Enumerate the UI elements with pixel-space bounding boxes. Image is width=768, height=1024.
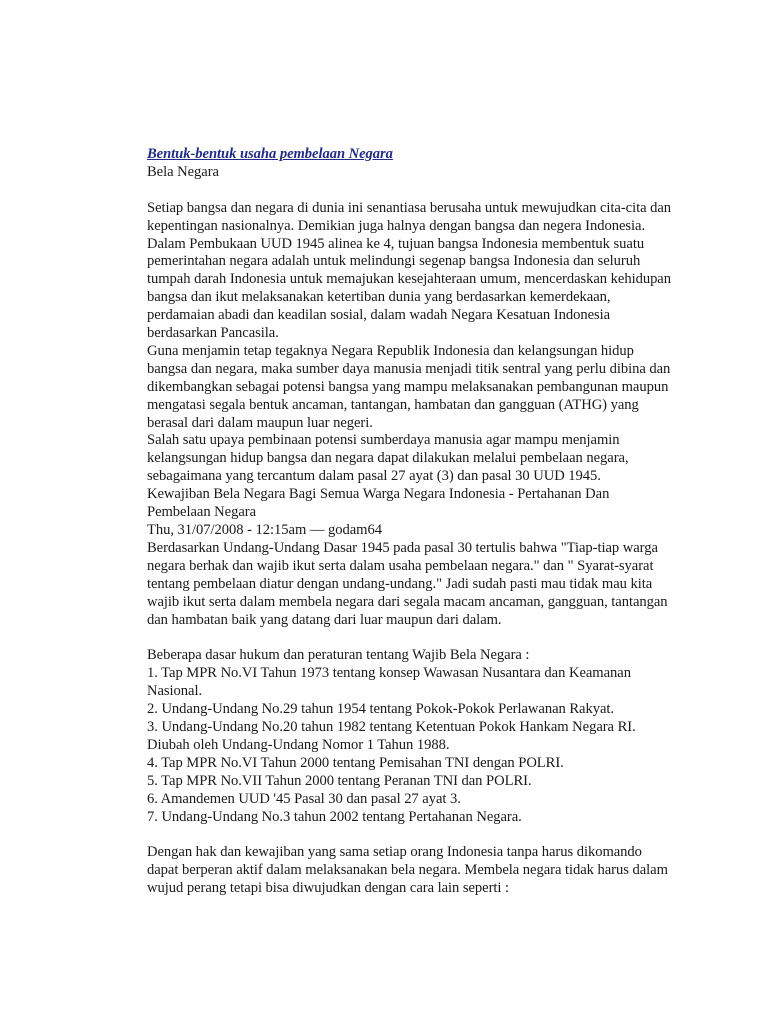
list-item: 2. Undang-Undang No.29 tahun 1954 tentang Pokok-Pokok Perlawanan Rakyat. [147,701,614,718]
section-heading: Kewajiban Bela Negara Bagi Semua Warga Negara Indonesia - Pertahanan Dan Pembelaan Negara [147,486,610,521]
article-title-line [147,146,675,164]
list-item: 7. Undang-Undang No.3 tahun 2002 tentang Pertahanan Negara. [147,808,522,825]
article-title-link[interactable]: Bentuk-bentuk usaha pembelaan Negara [147,146,393,162]
list-intro: Beberapa dasar hukum dan peraturan tentang Wajib Bela Negara : [147,647,530,664]
spacer [147,182,675,200]
article-subtitle: Bela Negara [147,163,219,180]
list-item: 1. Tap MPR No.VI Tahun 1973 tentang konsep Wawasan Nusantara dan Keamanan Nasional. [147,665,631,700]
list-item: 3. Undang-Undang No.20 tahun 1982 tentang Ketentuan Pokok Hankam Negara RI. Diubah oleh Undang-Undang Nomor 1 Tahun 1988. [147,718,636,753]
paragraph-sdm: Guna menjamin tetap tegaknya Negara Republik Indonesia dan kelangsungan hidup bangsa dan negara, maka sumber daya manusia menjadi titik sentral yang perlu dibina dan dikembangkan sebagai potensi bangsa yang mampu melaksanakan pembangunan maupun mengatasi segala bentuk ancaman, tantangan, hambatan dan gangguan (ATHG) yang berasal dari dalam maupun luar negeri. [147,342,671,431]
paragraph-uud: Berdasarkan Undang-Undang Dasar 1945 pada pasal 30 tertulis bahwa "Tiap-tiap warga negara berhak dan wajib ikut serta dalam usaha pembelaan negara." dan " Syarat-syarat tentang pembelaan diatur dengan undang-undang." Jadi sudah pasti mau tidak mau kita wajib ikut serta dalam membela negara dari segala macam ancaman, gangguan, tantangan dan hambatan baik yang datang dari luar maupun dari dalam. [147,539,668,628]
paragraph-upaya: Salah satu upaya pembinaan potensi sumberdaya manusia agar mampu menjamin kelangsungan hidup bangsa dan negara dapat dilakukan melalui pembelaan negara, sebagaimana yang tercantum dalam pasal 27 ayat (3) dan pasal 30 UUD 1945. [147,432,629,485]
byline: Thu, 31/07/2008 - 12:15am — godam64 [147,522,382,539]
paragraph-closing: Dengan hak dan kewajiban yang sama setiap orang Indonesia tanpa harus dikomando dapat berperan aktif dalam melaksanakan bela negara. Membela negara tidak harus dalam wujud perang tetapi bisa diwujudkan dengan cara lain seperti : [147,844,668,897]
list-item: 4. Tap MPR No.VI Tahun 2000 tentang Pemisahan TNI dengan POLRI. [147,754,564,771]
spacer [147,826,675,844]
list-item: 5. Tap MPR No.VII Tahun 2000 tentang Peranan TNI dan POLRI. [147,772,532,789]
document-page [147,146,675,898]
paragraph-intro: Setiap bangsa dan negara di dunia ini senantiasa berusaha untuk mewujudkan cita-cita dan kepentingan nasionalnya. Demikian juga halnya dengan bangsa dan negera Indonesia. Dalam Pembukaan UUD 1945 alinea ke 4, tujuan bangsa Indonesia membentuk suatu pemerintahan negara adalah untuk melindungi segenap bangsa Indonesia dan seluruh tumpah darah Indonesia untuk memajukan kesejahteraan umum, mencerdaskan kehidupan bangsa dan ikut melaksanakan ketertiban dunia yang berdasarkan kemerdekaan, perdamaian abadi dan keadilan sosial, dalam wadah Negara Kesatuan Indonesia berdasarkan Pancasila. [147,199,672,342]
list-item: 6. Amandemen UUD '45 Pasal 30 dan pasal 27 ayat 3. [147,790,461,807]
spacer [147,629,675,647]
